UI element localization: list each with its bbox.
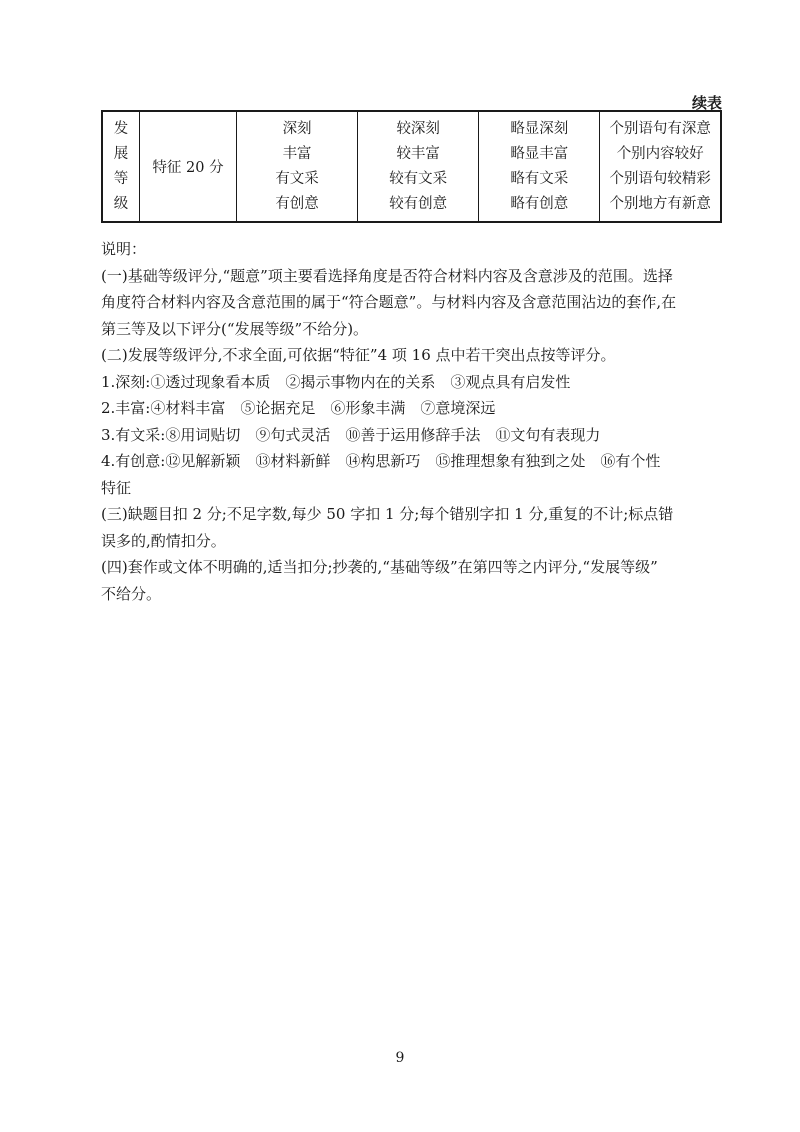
notes-section bbox=[101, 236, 726, 607]
notes-line: (三)缺题目扣 2 分;不足字数,每少 50 字扣 1 分;每个错别字扣 1 分,重复的不计;标点错 bbox=[101, 505, 674, 523]
category-char: 展 bbox=[113, 145, 129, 162]
grade-item: 有文采 bbox=[275, 170, 319, 187]
grade-item: 较有文采 bbox=[389, 170, 448, 187]
grade-item: 略显丰富 bbox=[510, 145, 569, 162]
notes-line: 3.有文采:⑧用词贴切 ⑨句式灵活 ⑩善于运用修辞手法 ⑪文句有表现力 bbox=[101, 425, 601, 444]
feature-score-cell: 特征 20 分 bbox=[140, 111, 237, 222]
grade-item: 个别语句有深意 bbox=[609, 120, 711, 137]
grade-item: 深刻 bbox=[282, 120, 312, 137]
notes-line: (一)基础等级评分,“题意”项主要看选择角度是否符合材料内容及含意涉及的范围。选择 bbox=[101, 266, 673, 285]
table-row bbox=[102, 111, 721, 222]
category-cell bbox=[102, 111, 140, 222]
notes-line: 2.丰富:④材料丰富 ⑤论据充足 ⑥形象丰满 ⑦意境深远 bbox=[101, 399, 496, 417]
development-grade-table bbox=[101, 110, 722, 223]
grade-item: 个别地方有新意 bbox=[609, 195, 711, 212]
notes-line: 角度符合材料内容及含意范围的属于“符合题意”。与材料内容及含意范围沾边的套作,在 bbox=[101, 293, 677, 311]
grade-item: 有创意 bbox=[275, 195, 319, 212]
category-char: 级 bbox=[113, 195, 129, 212]
grade-item: 略有文采 bbox=[510, 170, 569, 187]
notes-line: 第三等及以下评分(“发展等级”不给分)。 bbox=[101, 319, 369, 338]
grade-item: 较深刻 bbox=[396, 120, 440, 137]
notes-line: 1.深刻:①透过现象看本质 ②揭示事物内在的关系 ③观点具有启发性 bbox=[101, 372, 571, 391]
category-char: 等 bbox=[113, 170, 129, 187]
notes-line: (二)发展等级评分,不求全面,可依据“特征”4 项 16 点中若干突出点按等评分。 bbox=[101, 346, 616, 364]
grade-1-cell bbox=[237, 111, 358, 222]
grade-item: 较有创意 bbox=[389, 195, 448, 212]
grade-3-cell bbox=[479, 111, 600, 222]
continued-table-label: 续表 bbox=[691, 94, 722, 112]
grade-item: 略显深刻 bbox=[510, 120, 569, 137]
notes-heading: 说明： bbox=[101, 240, 147, 258]
notes-line: 不给分。 bbox=[101, 584, 162, 603]
grade-item: 个别内容较好 bbox=[616, 145, 704, 162]
grade-item: 较丰富 bbox=[396, 145, 440, 162]
page-number: 9 bbox=[395, 1050, 405, 1066]
category-char: 发 bbox=[113, 120, 129, 137]
grade-4-cell bbox=[600, 111, 721, 222]
grade-item: 略有创意 bbox=[510, 195, 569, 212]
grade-item: 丰富 bbox=[282, 145, 312, 162]
notes-line: 误多的,酌情扣分。 bbox=[101, 531, 226, 550]
notes-line: (四)套作或文体不明确的,适当扣分;抄袭的,“基础等级”在第四等之内评分,“发展等级” bbox=[101, 558, 658, 576]
notes-line: 特征 bbox=[101, 478, 132, 497]
grade-2-cell bbox=[358, 111, 479, 222]
notes-line: 4.有创意:⑫见解新颖 ⑬材料新鲜 ⑭构思新巧 ⑮推理想象有独到之处 ⑯有个性 bbox=[101, 452, 661, 470]
grade-item: 个别语句较精彩 bbox=[609, 170, 711, 187]
